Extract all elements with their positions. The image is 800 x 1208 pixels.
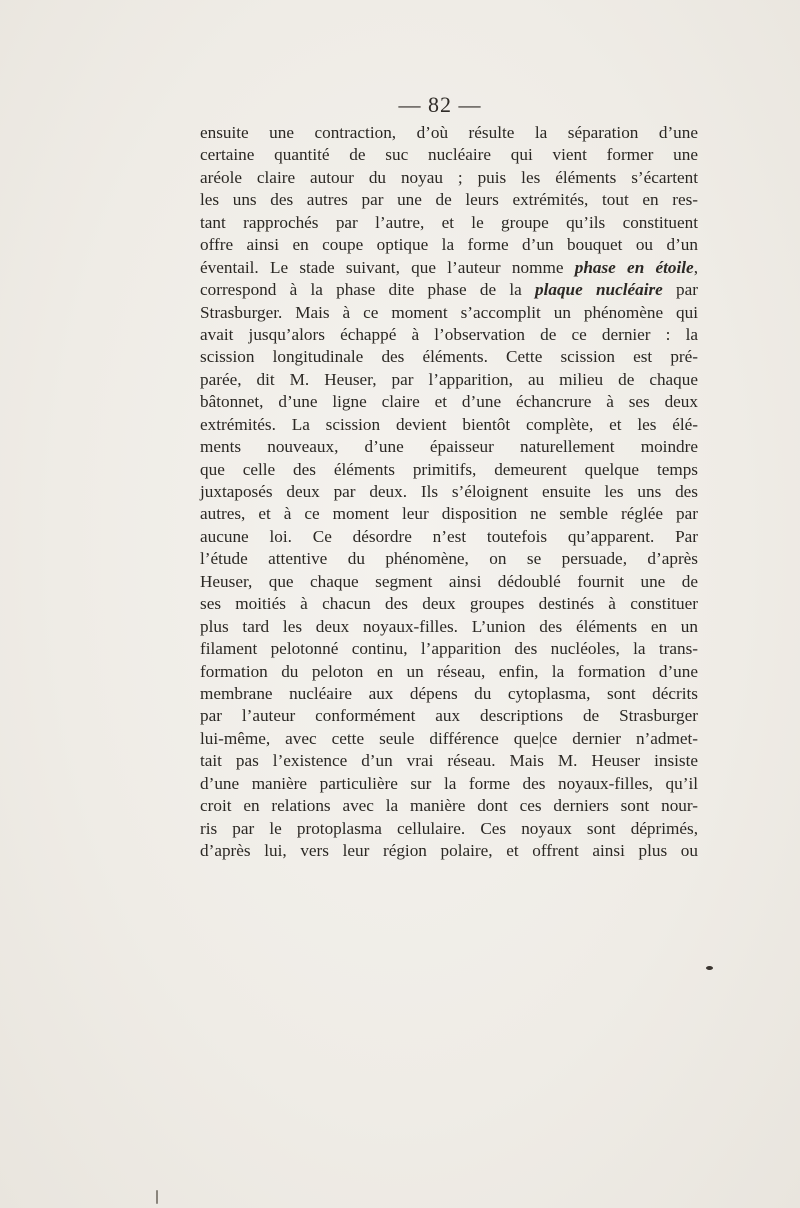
text-segment: ,	[693, 257, 698, 277]
text-line	[200, 346, 698, 368]
italic-term: plaque nucléaire	[534, 280, 663, 300]
text-line	[200, 840, 698, 862]
text-segment: éventail. Le stade suivant, que l’auteur nomme	[200, 257, 575, 277]
italic-term: phase en étoile	[574, 257, 694, 277]
text-segment: membrane nucléaire aux dépens du cytoplasma, sont décrits	[200, 683, 698, 703]
text-segment: Strasburger. Mais à ce moment s’accomplit un phénomène qui	[200, 302, 698, 322]
body-text	[200, 122, 698, 862]
text-segment: ensuite une contraction, d’où résulte la séparation d’une	[200, 123, 698, 142]
text-segment: juxtaposés deux par deux. Ils s’éloignent ensuite les uns des	[200, 482, 698, 501]
text-line	[200, 638, 698, 660]
text-line	[200, 302, 698, 324]
text-line	[200, 481, 698, 503]
text-segment: autres, et à ce moment leur disposition ne semble réglée par	[200, 504, 698, 524]
ink-speck	[706, 966, 713, 970]
text-segment: ses moitiés à chacun des deux groupes destinés à constituer	[200, 594, 698, 614]
text-line	[200, 279, 698, 301]
text-segment: par l’auteur conformément aux descriptions de Strasburger	[200, 706, 698, 726]
text-segment: par	[662, 280, 698, 300]
text-line	[200, 818, 698, 840]
text-segment: ris par le protoplasma cellulaire. Ces noyaux sont déprimés,	[200, 818, 698, 838]
text-segment: filament pelotonné continu, l’apparition des nucléoles, la trans-	[200, 639, 698, 659]
text-line	[200, 234, 698, 256]
text-segment: certaine quantité de suc nucléaire qui vient former une	[200, 145, 698, 165]
text-segment: lui-même, avec cette seule différence que|ce dernier n’admet-	[200, 728, 698, 748]
text-line	[200, 750, 698, 772]
text-line	[200, 683, 698, 705]
text-segment: formation du peloton en un réseau, enfin, la formation d’une	[200, 661, 698, 681]
text-line	[200, 257, 698, 279]
text-line	[200, 795, 698, 817]
text-segment: ments nouveaux, d’une épaisseur naturellement moindre	[200, 437, 698, 457]
text-line	[200, 526, 698, 548]
text-line	[200, 189, 698, 211]
text-segment: avait jusqu’alors échappé à l’observation de ce dernier : la	[200, 324, 698, 344]
text-line	[200, 728, 698, 750]
ink-mark	[156, 1190, 158, 1204]
text-line	[200, 324, 698, 346]
text-segment: parée, dit M. Heuser, par l’apparition, au milieu de chaque	[200, 369, 698, 389]
text-line	[200, 436, 698, 458]
text-line	[200, 167, 698, 189]
text-line	[200, 661, 698, 683]
text-segment: scission longitudinale des éléments. Cette scission est pré-	[200, 347, 698, 367]
text-segment: croit en relations avec la manière dont ces derniers sont nour-	[200, 796, 698, 816]
text-line	[200, 144, 698, 166]
text-line	[200, 548, 698, 570]
text-line	[200, 705, 698, 727]
text-line	[200, 212, 698, 234]
text-segment: d’une manière particulière sur la forme des noyaux-filles, qu’il	[200, 773, 698, 793]
text-line	[200, 369, 698, 391]
text-line	[200, 414, 698, 436]
text-segment: tant rapprochés par l’autre, et le groupe qu’ils constituent	[200, 212, 698, 232]
text-line	[200, 122, 698, 144]
text-segment: extrémités. La scission devient bientôt complète, et les élé-	[200, 414, 698, 434]
text-line	[200, 391, 698, 413]
page-number: — 82 —	[398, 92, 482, 117]
text-segment: bâtonnet, d’une ligne claire et d’une échancrure à ses deux	[200, 392, 698, 412]
text-segment: d’après lui, vers leur région polaire, et offrent ainsi plus ou	[200, 841, 698, 860]
text-segment: plus tard les deux noyaux-filles. L’union des éléments en un	[200, 616, 698, 636]
text-segment: aréole claire autour du noyau ; puis les éléments s’écartent	[200, 167, 698, 187]
text-line	[200, 773, 698, 795]
text-line	[200, 593, 698, 615]
text-segment: Heuser, que chaque segment ainsi dédoublé fournit une de	[200, 571, 698, 591]
text-line	[200, 459, 698, 481]
text-segment: aucune loi. Ce désordre n’est toutefois qu’apparent. Par	[200, 526, 698, 546]
text-segment: que celle des éléments primitifs, demeurent quelque temps	[200, 459, 698, 479]
text-line	[200, 503, 698, 525]
text-segment: les uns des autres par une de leurs extrémités, tout en res-	[200, 190, 698, 210]
text-line	[200, 616, 698, 638]
text-segment: correspond à la phase dite phase de la	[200, 280, 535, 300]
text-segment: tait pas l’existence d’un vrai réseau. Mais M. Heuser insiste	[200, 751, 698, 771]
text-line	[200, 571, 698, 593]
text-segment: l’étude attentive du phénomène, on se persuade, d’après	[200, 549, 698, 569]
text-segment: offre ainsi en coupe optique la forme d’un bouquet ou d’un	[200, 235, 698, 255]
